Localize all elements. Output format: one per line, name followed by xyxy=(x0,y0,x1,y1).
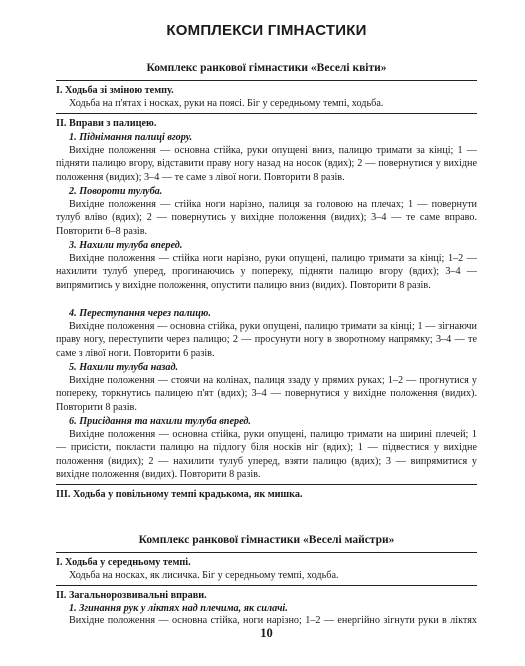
book-page xyxy=(56,0,477,666)
exercise-2-text: Вихідне положення — стійка ноги нарізно, палиця за головою на плечах; 1 — повернути тулуб вліво (вдих); 2 — повернутись у вихідне положення (видих); 3–4 — те саме вправо. Повторити 6–8 разів. xyxy=(56,199,477,237)
exercise-1-text: Вихідне положення — основна стійка, руки опущені вниз, палицю тримати за кінці; 1 — підняти палицю вгору, відставити праву ногу назад на носок (вдих); 2 — повернутися у вихідне положення (видих); 3–4 — те саме з лівої ноги. Повторити 8 разів. xyxy=(56,145,477,183)
complex-2-heading: Комплекс ранкової гімнастики «Веселі майстри» xyxy=(138,534,395,546)
complex-2-part-1-text: Ходьба на носках, як лисичка. Біг у середньому темпі, ходьба. xyxy=(69,570,339,581)
divider xyxy=(56,585,477,586)
complex-2-exercise-1-title: 1. Згинання рук у ліктях над плечима, як силачі. xyxy=(69,603,288,614)
exercise-3-text: Вихідне положення — стійка ноги нарізно, руки опущені, палицю тримати за кінці; 1–2 — нахилити тулуб уперед, прогинаючись у попереку, підняти палицю вгору (вдих); 3–4 — випрямитись у вихідне положення, опустити палицю вниз (видих). Повторити 8 разів. xyxy=(56,253,477,291)
exercise-2-title: 2. Повороти тулуба. xyxy=(69,186,163,197)
exercise-6-text: Вихідне положення — основна стійка, руки опущені, палицю тримати на ширині плечей; 1 — присісти, покласти палицю на підлогу біля носків ніг (вдих); 1 — підвестися у вихідне положення (видих); 2 — нахилити тулуб уперед, взяти палицю (вдих); 3 — випрямитися у вихідне положення (видих). Повторити 8 разів. xyxy=(56,429,477,481)
exercise-4-text: Вихідне положення — основна стійка, руки опущені, палицю тримати за кінці; 1 — зігнаючи праву ногу, переступити через палицю; 2 — просунути ногу в зворотному напрямку; 3–4 — те саме з лівої ноги. Повторити 6 разів. xyxy=(56,321,477,359)
exercise-1-title: 1. Піднімання палиці вгору. xyxy=(69,132,193,143)
exercise-6-title: 6. Присідання та нахили тулуба вперед. xyxy=(69,416,251,427)
complex-2-exercise-1-text: Вихідне положення — основна стійка, ноги нарізно; 1–2 — енергійно зігнути руки в ліктях xyxy=(69,615,477,626)
complex-1-part-1-heading: I. Ходьба зі зміною темпу. xyxy=(56,85,174,96)
complex-1-part-1-text: Ходьба на п'ятах і носках, руки на поясі. Біг у середньому темпі, ходьба. xyxy=(69,98,384,109)
exercise-3-title: 3. Нахили тулуба вперед. xyxy=(69,240,183,251)
divider xyxy=(56,80,477,81)
complex-1-heading: Комплекс ранкової гімнастики «Веселі квіти» xyxy=(146,62,387,74)
exercise-4-title: 4. Переступання через палицю. xyxy=(69,308,211,319)
divider xyxy=(56,484,477,485)
divider xyxy=(56,552,477,553)
page-number: 10 xyxy=(260,626,273,640)
exercise-5-text: Вихідне положення — стоячи на колінах, палиця ззаду у прямих руках; 1–2 — прогнутися у попереку, торкнутись палицею п'ят (вдих); 3–4 — повернутися у вихідне положення (видих). Повторити 8 разів. xyxy=(56,375,477,413)
divider xyxy=(56,113,477,114)
complex-1-part-2-heading: II. Вправи з палицею. xyxy=(56,118,157,129)
page-title: КОМПЛЕКСИ ГІМНАСТИКИ xyxy=(166,22,367,39)
complex-2-part-2-heading: II. Загальнорозвивальні вправи. xyxy=(56,590,207,601)
complex-2-part-1-heading: I. Ходьба у середньому темпі. xyxy=(56,557,191,568)
complex-1-part-3-heading: III. Ходьба у повільному темпі крадькома, як мишка. xyxy=(56,489,303,500)
exercise-5-title: 5. Нахили тулуба назад. xyxy=(69,362,179,373)
